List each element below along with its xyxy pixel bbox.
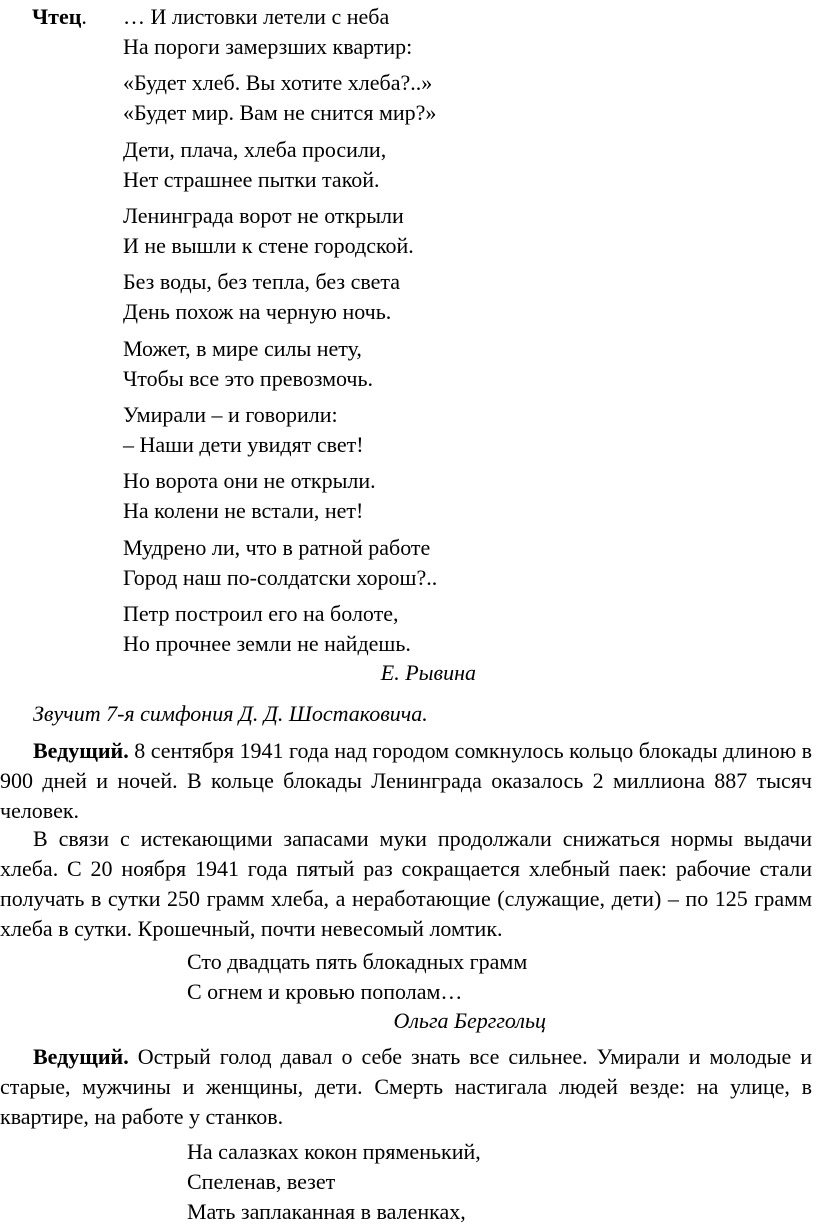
poem-line: На колени не встали, нет! [123,498,364,523]
reader-poem [123,2,412,62]
verse-block [187,947,527,1007]
poem-line: Спеленав, везет [187,1169,336,1194]
reader-poem [123,135,386,195]
poem-line: Дети, плача, хлеба просили, [123,137,387,162]
poem-line: Чтобы все это превозмочь. [123,366,374,391]
poem-line: Мудрено ли, что в ратной работе [123,535,431,560]
poem-line: – Наши дети увидят свет! [123,432,364,457]
speaker-suffix: . [81,4,87,29]
poem-line: Без воды, без тепла, без света [123,269,401,294]
reader-poem [123,533,437,593]
paragraph-text: Острый голод давал о себе знать все сильнее. Умирали и молодые и старые, мужчины и женщины, дети. Смерть настигала людей везде: на улице, в квартире, на работе у станков. [0,1044,812,1129]
host-paragraph [0,736,812,826]
host-paragraph [0,824,812,944]
speaker-name: Чтец [32,4,82,29]
poem-author: Е. Рывина [380,660,476,685]
poem-line: На салазках кокон пряменький, [187,1139,481,1164]
speaker-name: Ведущий. [33,738,129,763]
paragraph-text: 8 сентября 1941 года над городом сомкнулось кольцо блокады длиною в 900 дней и ночей. В кольце блокады Ленинграда оказалось 2 миллиона 887 тысяч человек. [0,738,813,823]
poem-line: «Будет хлеб. Вы хотите хлеба?..» [123,70,433,95]
poem-line: «Будет мир. Вам не снится мир?» [123,100,437,125]
speaker-name: Ведущий. [33,1044,129,1069]
reader-poem [123,466,376,526]
reader-poem [123,267,400,327]
poem-line: Город наш по-солдатски хорош?.. [123,565,438,590]
poem-line: Но ворота они не открыли. [123,468,376,493]
reader-poem [123,400,364,460]
reader-poem [123,334,373,394]
poem-line: С огнем и кровью пополам… [187,979,463,1004]
poem-line: … И листовки летели с неба [123,4,390,29]
reader-poem [123,68,436,128]
poem-line: Умирали – и говорили: [123,402,338,427]
reader-speaker-label [32,2,87,32]
poem-line: Петр построил его на болоте, [123,601,399,626]
poem-line: Ленинграда ворот не открыли [123,203,404,228]
poem-line: И не вышли к стене городской. [123,233,414,258]
verse-block [187,1137,481,1227]
reader-poem [123,599,411,659]
poem-line: Может, в мире силы нету, [123,336,362,361]
stage-direction: Звучит 7-я симфония Д. Д. Шостаковича. [33,701,428,726]
poem-line: Но прочнее земли не найдешь. [123,631,411,656]
reader-poem [123,201,414,261]
poem-line: На пороги замерзших квартир: [123,34,413,59]
paragraph-text: В связи с истекающими запасами муки продолжали снижаться нормы выдачи хлеба. С 20 ноября 1941 года пятый раз сокращается хлебный паек: рабочие стали получать в сутки 250 грамм хлеба, а неработающие (служащие, дети) – по 125 грамм хлеба в сутки. Крошечный, почти невесомый ломтик. [0,826,812,941]
poem-line: Мать заплаканная в валенках, [187,1199,466,1224]
poem-line: День похож на черную ночь. [123,299,392,324]
host-paragraph [0,1042,812,1132]
poem-author: Ольга Берггольц [393,1008,546,1033]
poem-line: Сто двадцать пять блокадных грамм [187,949,528,974]
poem-line: Нет страшнее пытки такой. [123,167,380,192]
